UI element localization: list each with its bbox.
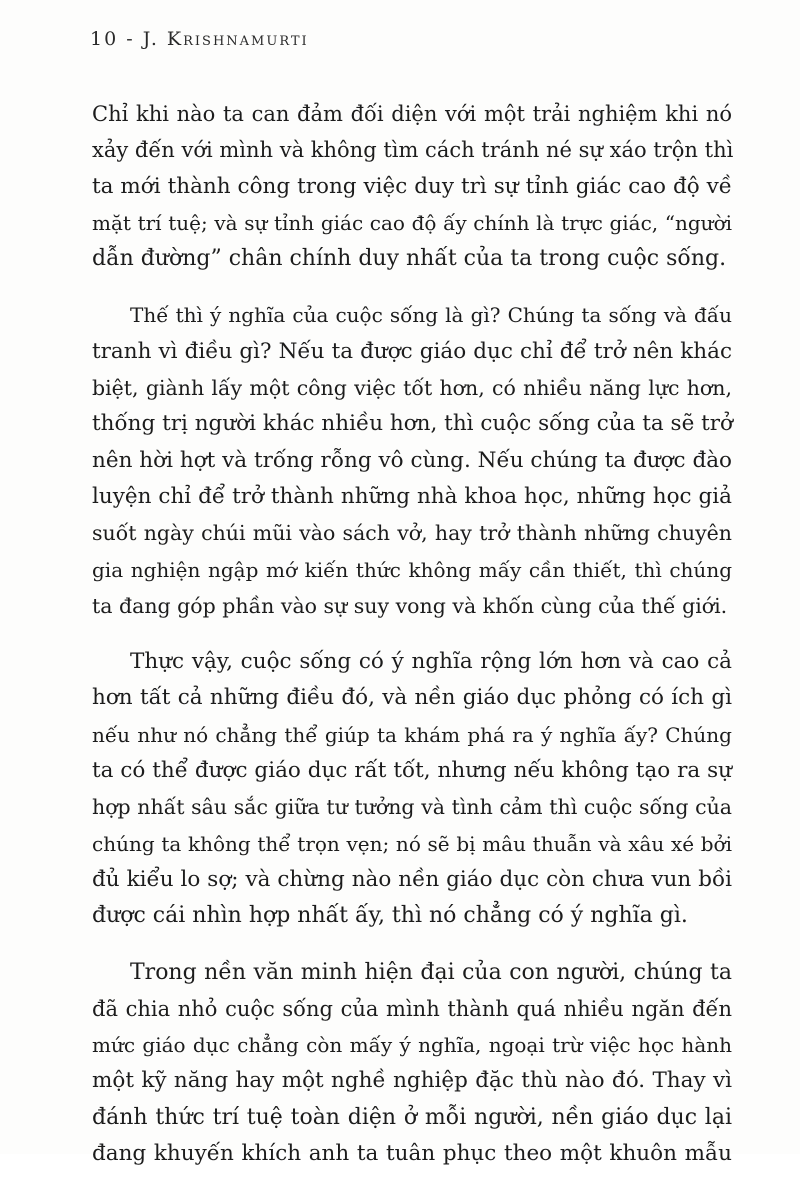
text-line: đang khuyến khích anh ta tuân phục theo một khuôn mẫu (92, 1141, 732, 1167)
text-line: tranh vì điều gì? Nếu ta được giáo dục chỉ để trở nên khác (92, 338, 732, 364)
text-line: gia nghiện ngập mớ kiến thức không mấy cần thiết, thì chúng (92, 557, 732, 582)
text-line: dẫn đường” chân chính duy nhất của ta trong cuộc sống. (92, 246, 727, 272)
text-line: thống trị người khác nhiều hơn, thì cuộc sống của ta sẽ trở (92, 411, 734, 437)
text-line: đánh thức trí tuệ toàn diện ở mỗi người, nền giáo dục lại (92, 1104, 732, 1130)
text-line: nếu như nó chẳng thể giúp ta khám phá ra ý nghĩa ấy? Chúng (92, 722, 732, 747)
text-line: xảy đến với mình và không tìm cách tránh né sự xáo trộn thì (92, 138, 734, 163)
page-number: 10 (90, 28, 119, 50)
text-line: Thế thì ý nghĩa của cuộc sống là gì? Chúng ta sống và đấu (130, 303, 732, 328)
paragraph-4 (92, 955, 732, 1173)
text-line: đủ kiểu lo sợ; và chừng nào nền giáo dục còn chưa vun bồi (92, 866, 732, 892)
text-line: biệt, giành lấy một công việc tốt hơn, có nhiều năng lực hơn, (92, 376, 732, 401)
text-line: mức giáo dục chẳng còn mấy ý nghĩa, ngoại trừ việc học hành (92, 1033, 732, 1058)
text-line: chúng ta không thể trọn vẹn; nó sẽ bị mâu thuẫn và xâu xé bởi (92, 831, 732, 856)
paragraph-1 (92, 96, 732, 277)
text-line: suốt ngày chúi mũi vào sách vở, hay trở thành những chuyên (92, 521, 732, 546)
text-line: ta mới thành công trong việc duy trì sự tỉnh giác cao độ về (92, 173, 732, 199)
text-line: hơn tất cả những điều đó, và nền giáo dục phỏng có ích gì (92, 685, 732, 711)
text-line: một kỹ năng hay một nghề nghiệp đặc thù nào đó. Thay vì (92, 1068, 732, 1094)
text-line: hợp nhất sâu sắc giữa tư tưởng và tình cảm thì cuộc sống của (92, 795, 732, 820)
header-separator: - (126, 28, 135, 50)
body-text (92, 96, 732, 1192)
paragraph-2 (92, 297, 732, 624)
text-line: ta có thể được giáo dục rất tốt, nhưng nếu không tạo ra sự (92, 758, 732, 784)
text-line: mặt trí tuệ; và sự tỉnh giác cao độ ấy chính là trực giác, “người (92, 210, 732, 235)
text-line: ta đang góp phần vào sự suy vong và khốn cùng của thế giới. (92, 593, 728, 618)
text-line: đã chia nhỏ cuộc sống của mình thành quá nhiều ngăn đến (92, 996, 732, 1021)
text-line: luyện chỉ để trở thành những nhà khoa học, những học giả (92, 483, 732, 509)
running-head (90, 28, 309, 50)
text-line: nên hời hợt và trống rỗng vô cùng. Nếu chúng ta được đào (92, 447, 732, 473)
author-name: J. Krishnamurti (142, 28, 309, 50)
text-line: Trong nền văn minh hiện đại của con người, chúng ta (130, 959, 732, 985)
text-line: Thực vậy, cuộc sống có ý nghĩa rộng lớn hơn và cao cả (130, 649, 732, 675)
text-line: Chỉ khi nào ta can đảm đối diện với một trải nghiệm khi nó (92, 102, 732, 126)
paragraph-3 (92, 644, 732, 934)
text-line: được cái nhìn hợp nhất ấy, thì nó chẳng có ý nghĩa gì. (92, 903, 688, 929)
